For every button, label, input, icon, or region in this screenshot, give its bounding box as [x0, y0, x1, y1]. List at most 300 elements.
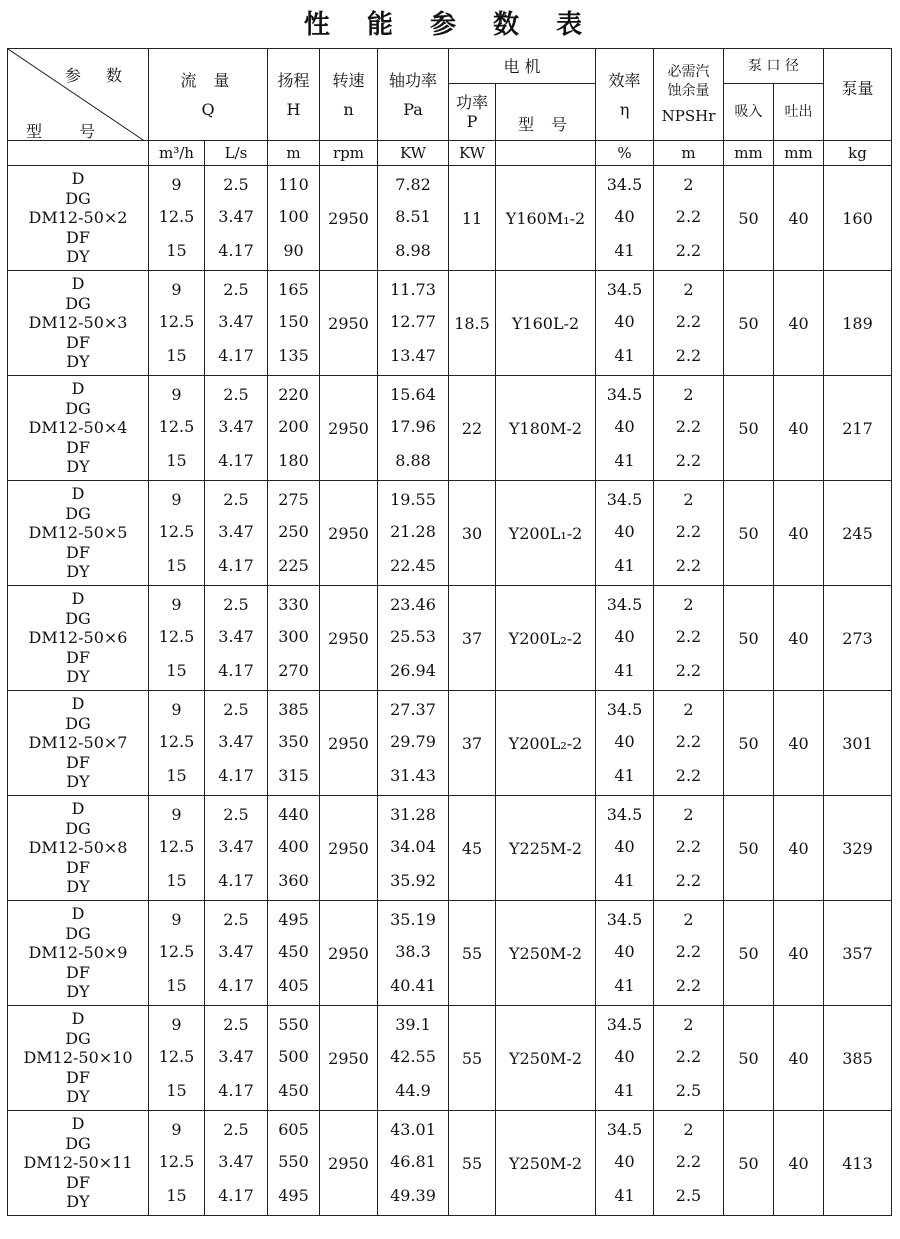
shaft-power-cell-value: 12.77	[390, 312, 436, 331]
model-cell-value: DM12-50×4	[28, 418, 128, 438]
efficiency-cell-value: 34.5	[606, 910, 643, 929]
flow-ls-cell	[205, 1111, 268, 1216]
corner-param-label: 参 数	[64, 66, 132, 85]
flow-m3h-cell	[149, 481, 205, 586]
head-cell-value: 605	[278, 1120, 309, 1139]
npsh-cell	[654, 901, 724, 1006]
head-cell-value: 550	[278, 1015, 309, 1034]
unit-cell	[496, 141, 596, 166]
npsh-cell-value: 2.2	[675, 732, 702, 751]
motor-model-cell: Y200L₂-2	[496, 691, 596, 796]
efficiency-cell-value: 40	[614, 417, 635, 436]
flow-ls-cell-value: 2.5	[223, 490, 249, 509]
shaft-power-cell	[378, 691, 449, 796]
model-cell-value: DY	[66, 1192, 90, 1212]
model-cell-value: DY	[66, 562, 90, 582]
flow-m3h-cell-value: 15	[166, 241, 187, 260]
head-cell-value: 495	[278, 910, 309, 929]
model-cell	[8, 1006, 149, 1111]
efficiency-cell-value: 40	[614, 1152, 635, 1171]
shaft-power-cell	[378, 271, 449, 376]
head-header: 扬程 H	[268, 49, 320, 141]
shaft-power-cell-value: 8.98	[395, 241, 431, 260]
model-cell-value: DG	[65, 1133, 91, 1153]
efficiency-cell-value: 41	[614, 451, 635, 470]
npsh-cell-value: 2.2	[675, 241, 702, 260]
model-cell-value: DG	[65, 293, 91, 313]
flow-ls-cell	[205, 166, 268, 271]
outlet-header: 吐出	[774, 84, 824, 141]
flow-m3h-cell-value: 9	[171, 595, 182, 614]
model-cell-value: D	[71, 904, 85, 924]
npsh-cell	[654, 1006, 724, 1111]
shaft-power-cell-value: 15.64	[390, 385, 436, 404]
motor-model-cell: Y250M-2	[496, 901, 596, 1006]
head-cell	[268, 166, 320, 271]
corner-header-cell	[8, 49, 149, 141]
flow-ls-cell-value: 4.17	[218, 451, 254, 470]
speed-cell: 2950	[320, 1006, 378, 1111]
weight-cell: 189	[824, 271, 892, 376]
model-cell-value: DF	[66, 542, 90, 562]
motor-power-cell: 55	[449, 1006, 496, 1111]
unit-cell: rpm	[320, 141, 378, 166]
flow-ls-cell-value: 3.47	[218, 417, 254, 436]
flow-ls-cell-value: 4.17	[218, 766, 254, 785]
head-cell-value: 405	[278, 976, 309, 995]
npsh-cell-value: 2.2	[675, 837, 702, 856]
flow-m3h-cell-value: 12.5	[158, 627, 195, 646]
flow-ls-cell-value: 3.47	[218, 627, 254, 646]
motor-model-cell: Y160M₁-2	[496, 166, 596, 271]
head-cell	[268, 901, 320, 1006]
npsh-cell-value: 2.2	[675, 766, 702, 785]
flow-ls-cell-value: 2.5	[223, 1015, 249, 1034]
efficiency-cell-value: 34.5	[606, 1015, 643, 1034]
unit-cell: kg	[824, 141, 892, 166]
motor-header: 电 机	[449, 49, 596, 84]
npsh-cell-value: 2.2	[675, 417, 702, 436]
flow-m3h-cell-value: 15	[166, 766, 187, 785]
flow-m3h-cell	[149, 901, 205, 1006]
flow-m3h-cell	[149, 691, 205, 796]
weight-cell: 357	[824, 901, 892, 1006]
model-cell-value: DY	[66, 772, 90, 792]
motor-power-cell: 55	[449, 1111, 496, 1216]
npsh-cell-value: 2.2	[675, 207, 702, 226]
model-cell-value: D	[71, 274, 85, 294]
flow-ls-cell	[205, 796, 268, 901]
model-cell	[8, 376, 149, 481]
npsh-cell-value: 2	[683, 385, 694, 404]
efficiency-cell-value: 40	[614, 837, 635, 856]
model-cell-value: DG	[65, 1028, 91, 1048]
model-cell-value: DY	[66, 877, 90, 897]
shaft-power-cell-value: 44.9	[395, 1081, 431, 1100]
port-header: 泵 口 径	[724, 49, 824, 84]
model-cell	[8, 796, 149, 901]
weight-cell: 160	[824, 166, 892, 271]
shaft-power-cell	[378, 796, 449, 901]
head-cell-value: 450	[278, 1081, 309, 1100]
npsh-cell-value: 2	[683, 700, 694, 719]
units-spacer	[8, 141, 149, 166]
outlet-cell: 40	[774, 901, 824, 1006]
efficiency-cell-value: 41	[614, 1186, 635, 1205]
head-cell-value: 150	[278, 312, 309, 331]
head-cell	[268, 481, 320, 586]
head-cell	[268, 1006, 320, 1111]
model-cell	[8, 1111, 149, 1216]
shaft-power-cell	[378, 1006, 449, 1111]
efficiency-cell-value: 34.5	[606, 805, 643, 824]
motor-model-cell: Y225M-2	[496, 796, 596, 901]
inlet-cell: 50	[724, 796, 774, 901]
npsh-cell-value: 2	[683, 490, 694, 509]
efficiency-cell-value: 41	[614, 871, 635, 890]
model-cell-value: DY	[66, 1087, 90, 1107]
model-cell-value: D	[71, 1114, 85, 1134]
npsh-cell-value: 2.2	[675, 522, 702, 541]
motor-power-header: 功率 P	[449, 84, 496, 141]
flow-m3h-cell-value: 15	[166, 661, 187, 680]
motor-power-cell: 11	[449, 166, 496, 271]
motor-model-cell: Y250M-2	[496, 1111, 596, 1216]
model-cell-value: DF	[66, 752, 90, 772]
flow-m3h-cell-value: 15	[166, 1186, 187, 1205]
flow-m3h-cell	[149, 796, 205, 901]
model-cell-value: D	[71, 169, 85, 189]
npsh-cell-value: 2	[683, 1015, 694, 1034]
shaft-power-header: 轴功率 Pa	[378, 49, 449, 141]
efficiency-cell-value: 41	[614, 1081, 635, 1100]
shaft-power-cell	[378, 1111, 449, 1216]
efficiency-cell-value: 34.5	[606, 490, 643, 509]
table-row	[8, 271, 892, 376]
head-cell	[268, 586, 320, 691]
outlet-cell: 40	[774, 1111, 824, 1216]
flow-ls-cell-value: 2.5	[223, 700, 249, 719]
flow-m3h-cell-value: 15	[166, 976, 187, 995]
motor-power-cell: 30	[449, 481, 496, 586]
flow-m3h-cell-value: 12.5	[158, 522, 195, 541]
efficiency-cell	[596, 796, 654, 901]
head-cell-value: 495	[278, 1186, 309, 1205]
head-cell-value: 385	[278, 700, 309, 719]
flow-m3h-cell	[149, 586, 205, 691]
flow-ls-cell-value: 3.47	[218, 312, 254, 331]
unit-cell: KW	[449, 141, 496, 166]
inlet-cell: 50	[724, 586, 774, 691]
head-cell-value: 450	[278, 942, 309, 961]
efficiency-cell	[596, 166, 654, 271]
flow-ls-cell	[205, 901, 268, 1006]
efficiency-cell	[596, 901, 654, 1006]
weight-cell: 385	[824, 1006, 892, 1111]
npsh-cell-value: 2.2	[675, 346, 702, 365]
speed-cell: 2950	[320, 901, 378, 1006]
head-cell-value: 180	[278, 451, 309, 470]
speed-cell: 2950	[320, 586, 378, 691]
efficiency-cell	[596, 271, 654, 376]
efficiency-cell-value: 40	[614, 627, 635, 646]
flow-m3h-cell-value: 12.5	[158, 1152, 195, 1171]
model-cell-value: DF	[66, 332, 90, 352]
model-cell	[8, 481, 149, 586]
speed-cell: 2950	[320, 166, 378, 271]
head-cell	[268, 796, 320, 901]
weight-cell: 217	[824, 376, 892, 481]
flow-m3h-cell-value: 9	[171, 385, 182, 404]
motor-power-cell: 37	[449, 586, 496, 691]
flow-m3h-cell	[149, 376, 205, 481]
outlet-cell: 40	[774, 271, 824, 376]
flow-ls-cell-value: 3.47	[218, 207, 254, 226]
model-cell-value: DM12-50×9	[28, 943, 128, 963]
flow-ls-cell	[205, 1006, 268, 1111]
head-cell-value: 500	[278, 1047, 309, 1066]
npsh-cell-value: 2	[683, 910, 694, 929]
efficiency-cell-value: 40	[614, 522, 635, 541]
efficiency-cell-value: 41	[614, 661, 635, 680]
flow-m3h-cell-value: 12.5	[158, 417, 195, 436]
npsh-cell	[654, 1111, 724, 1216]
table-row	[8, 691, 892, 796]
shaft-power-cell	[378, 166, 449, 271]
flow-m3h-cell-value: 9	[171, 805, 182, 824]
model-cell-value: D	[71, 379, 85, 399]
flow-ls-cell-value: 2.5	[223, 910, 249, 929]
model-cell-value: DY	[66, 247, 90, 267]
head-cell-value: 360	[278, 871, 309, 890]
motor-model-cell: Y250M-2	[496, 1006, 596, 1111]
npsh-cell	[654, 271, 724, 376]
npsh-cell-value: 2.2	[675, 976, 702, 995]
efficiency-cell	[596, 1006, 654, 1111]
flow-m3h-cell-value: 9	[171, 1015, 182, 1034]
inlet-header: 吸入	[724, 84, 774, 141]
shaft-power-cell-value: 27.37	[390, 700, 436, 719]
weight-cell: 273	[824, 586, 892, 691]
flow-m3h-cell-value: 15	[166, 871, 187, 890]
inlet-cell: 50	[724, 1006, 774, 1111]
model-cell-value: DF	[66, 962, 90, 982]
head-cell-value: 440	[278, 805, 309, 824]
flow-m3h-cell-value: 9	[171, 910, 182, 929]
outlet-cell: 40	[774, 376, 824, 481]
model-cell-value: DG	[65, 923, 91, 943]
shaft-power-cell-value: 19.55	[390, 490, 436, 509]
head-cell-value: 200	[278, 417, 309, 436]
head-cell	[268, 271, 320, 376]
npsh-cell	[654, 481, 724, 586]
head-cell	[268, 691, 320, 796]
speed-cell: 2950	[320, 481, 378, 586]
flow-m3h-cell	[149, 166, 205, 271]
weight-cell: 413	[824, 1111, 892, 1216]
motor-model-cell: Y180M-2	[496, 376, 596, 481]
inlet-cell: 50	[724, 691, 774, 796]
flow-ls-cell	[205, 691, 268, 796]
model-cell-value: D	[71, 484, 85, 504]
speed-cell: 2950	[320, 376, 378, 481]
npsh-cell-value: 2.2	[675, 451, 702, 470]
npsh-cell-value: 2.2	[675, 942, 702, 961]
outlet-cell: 40	[774, 1006, 824, 1111]
shaft-power-cell-value: 25.53	[390, 627, 436, 646]
npsh-cell-value: 2.2	[675, 312, 702, 331]
model-cell-value: DM12-50×10	[23, 1048, 133, 1068]
flow-m3h-cell-value: 15	[166, 1081, 187, 1100]
shaft-power-cell	[378, 586, 449, 691]
flow-ls-cell-value: 4.17	[218, 661, 254, 680]
efficiency-cell-value: 41	[614, 346, 635, 365]
efficiency-cell-value: 34.5	[606, 385, 643, 404]
shaft-power-cell-value: 8.88	[395, 451, 431, 470]
unit-cell: mm	[724, 141, 774, 166]
head-cell-value: 110	[278, 175, 309, 194]
flow-m3h-cell-value: 12.5	[158, 837, 195, 856]
inlet-cell: 50	[724, 166, 774, 271]
inlet-cell: 50	[724, 376, 774, 481]
model-cell-value: DM12-50×8	[28, 838, 128, 858]
motor-model-cell: Y200L₁-2	[496, 481, 596, 586]
npsh-cell-value: 2.2	[675, 871, 702, 890]
outlet-cell: 40	[774, 166, 824, 271]
table-row	[8, 586, 892, 691]
model-cell-value: DM12-50×2	[28, 208, 128, 228]
shaft-power-cell-value: 8.51	[395, 207, 431, 226]
flow-ls-cell-value: 2.5	[223, 805, 249, 824]
outlet-cell: 40	[774, 796, 824, 901]
npsh-cell-value: 2.2	[675, 627, 702, 646]
table-row	[8, 166, 892, 271]
flow-m3h-cell-value: 9	[171, 490, 182, 509]
efficiency-cell-value: 41	[614, 556, 635, 575]
model-cell-value: DG	[65, 713, 91, 733]
efficiency-cell	[596, 586, 654, 691]
efficiency-cell-value: 41	[614, 976, 635, 995]
flow-m3h-cell-value: 12.5	[158, 207, 195, 226]
shaft-power-cell	[378, 376, 449, 481]
efficiency-cell	[596, 1111, 654, 1216]
model-cell-value: DF	[66, 437, 90, 457]
npsh-cell-value: 2	[683, 805, 694, 824]
shaft-power-cell-value: 42.55	[390, 1047, 436, 1066]
shaft-power-cell-value: 40.41	[390, 976, 436, 995]
outlet-cell: 40	[774, 586, 824, 691]
model-cell-value: DG	[65, 818, 91, 838]
efficiency-cell-value: 40	[614, 942, 635, 961]
head-cell-value: 90	[283, 241, 304, 260]
head-cell-value: 275	[278, 490, 309, 509]
motor-model-header: 型 号	[496, 84, 596, 141]
efficiency-cell-value: 41	[614, 241, 635, 260]
flow-m3h-cell-value: 15	[166, 346, 187, 365]
model-cell	[8, 901, 149, 1006]
efficiency-cell-value: 34.5	[606, 595, 643, 614]
head-cell-value: 165	[278, 280, 309, 299]
flow-m3h-cell-value: 9	[171, 175, 182, 194]
speed-header: 转速 n	[320, 49, 378, 141]
model-cell-value: DG	[65, 503, 91, 523]
speed-cell: 2950	[320, 796, 378, 901]
model-cell-value: DG	[65, 188, 91, 208]
weight-header: 泵量	[824, 49, 892, 141]
model-cell	[8, 691, 149, 796]
unit-cell: %	[596, 141, 654, 166]
model-cell-value: DY	[66, 352, 90, 372]
model-cell-value: DF	[66, 1172, 90, 1192]
flow-m3h-cell-value: 9	[171, 700, 182, 719]
table-row	[8, 481, 892, 586]
model-cell	[8, 271, 149, 376]
page-title: 性 能 参 数 表	[303, 10, 597, 40]
model-cell-value: D	[71, 1009, 85, 1029]
model-cell	[8, 586, 149, 691]
flow-ls-cell-value: 2.5	[223, 175, 249, 194]
speed-cell: 2950	[320, 271, 378, 376]
efficiency-cell-value: 40	[614, 207, 635, 226]
flow-ls-cell-value: 4.17	[218, 1081, 254, 1100]
flow-ls-cell-value: 3.47	[218, 942, 254, 961]
shaft-power-cell-value: 21.28	[390, 522, 436, 541]
flow-ls-cell-value: 3.47	[218, 837, 254, 856]
npsh-cell	[654, 796, 724, 901]
shaft-power-cell	[378, 481, 449, 586]
shaft-power-cell-value: 35.19	[390, 910, 436, 929]
performance-table	[7, 48, 892, 1216]
model-cell-value: DG	[65, 608, 91, 628]
npsh-cell	[654, 376, 724, 481]
flow-ls-cell	[205, 376, 268, 481]
head-cell-value: 225	[278, 556, 309, 575]
shaft-power-cell-value: 17.96	[390, 417, 436, 436]
npsh-cell	[654, 166, 724, 271]
efficiency-cell-value: 41	[614, 766, 635, 785]
table-row	[8, 901, 892, 1006]
npsh-cell-value: 2	[683, 1120, 694, 1139]
flow-m3h-cell	[149, 1111, 205, 1216]
model-cell-value: D	[71, 694, 85, 714]
efficiency-cell-value: 34.5	[606, 280, 643, 299]
unit-cell: L/s	[205, 141, 268, 166]
model-cell-value: DY	[66, 982, 90, 1002]
model-cell-value: DM12-50×3	[28, 313, 128, 333]
model-cell-value: DM12-50×11	[23, 1153, 133, 1173]
motor-model-cell: Y160L-2	[496, 271, 596, 376]
flow-header: 流 量 Q	[149, 49, 268, 141]
flow-ls-cell-value: 4.17	[218, 241, 254, 260]
outlet-cell: 40	[774, 691, 824, 796]
flow-m3h-cell-value: 9	[171, 280, 182, 299]
flow-ls-cell-value: 4.17	[218, 871, 254, 890]
head-cell-value: 250	[278, 522, 309, 541]
model-cell-value: DM12-50×5	[28, 523, 128, 543]
shaft-power-cell-value: 31.28	[390, 805, 436, 824]
flow-ls-cell	[205, 271, 268, 376]
inlet-cell: 50	[724, 271, 774, 376]
flow-ls-cell-value: 2.5	[223, 595, 249, 614]
npsh-cell-value: 2.2	[675, 661, 702, 680]
inlet-cell: 50	[724, 1111, 774, 1216]
efficiency-cell-value: 34.5	[606, 1120, 643, 1139]
units-row	[8, 141, 892, 166]
flow-ls-cell	[205, 586, 268, 691]
model-cell-value: DM12-50×6	[28, 628, 128, 648]
shaft-power-cell-value: 39.1	[395, 1015, 431, 1034]
flow-m3h-cell-value: 9	[171, 1120, 182, 1139]
